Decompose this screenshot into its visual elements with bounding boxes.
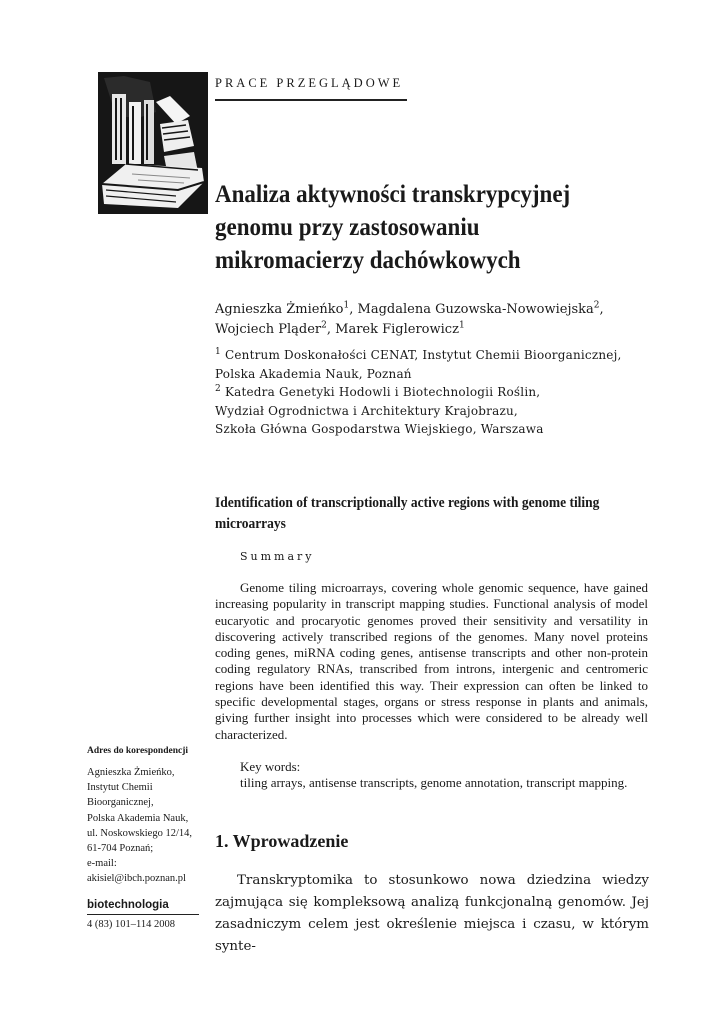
article-title	[215, 178, 620, 277]
keywords-heading: Key words:	[240, 759, 301, 774]
books-icon	[98, 72, 208, 214]
correspondence-line: Agnieszka Żmieńko,	[87, 767, 175, 778]
section-rule	[215, 99, 407, 101]
correspondence-line: 61-704 Poznań;	[87, 843, 154, 855]
author-affiliation-mark: 2	[321, 320, 327, 331]
correspondence-heading: Adres do korespondencji	[87, 746, 188, 756]
english-title: Identification of transcriptionally active regions with genome tiling microarrays	[215, 495, 600, 532]
author-affiliation-mark: 1	[458, 320, 465, 331]
author-name: Magdalena Guzowska-Nowowiejska	[357, 302, 594, 317]
abstract-text: Genome tiling microarrays, covering whole genomic sequence, have gained increasing popularity in transcript mapping studies. Functional analysis of model eucaryotic and procaryotic genomes proved their sensitivity and versatility in discovering actively transcribed regions of the genomes. Many novel proteins coding genes, miRNA coding genes, antisense transcripts and other non-protein coding regulatory RNAs, transcribed from introns, intergenic and centromeric regions have been identified this way. Their expression can often be linked to specific developmental stages, organs or stress response in plants and animals, giving further insight into processes which were considered to be already well characterized.	[215, 580, 648, 742]
correspondence-line: ul. Noskowskiego 12/14,	[87, 827, 192, 839]
section-label: PRACE PRZEGLĄDOWE	[215, 76, 404, 90]
affiliation-line: Polska Akademia Nauk, Poznań	[215, 366, 412, 381]
summary-heading: Summary	[240, 550, 315, 563]
introduction-heading: 1. Wprowadzenie	[215, 831, 349, 851]
keywords-text: tiling arrays, antisense transcripts, genome annotation, transcript mapping.	[240, 775, 628, 790]
correspondence-line: Bioorganicznej,	[87, 797, 154, 809]
correspondence-line: Instytut Chemii	[87, 782, 153, 794]
affiliation-line: $^1$ Centrum Doskonałości CENAT, Instytut Chemii Bioorganicznej,	[215, 347, 622, 362]
author-affiliation-mark: 1	[343, 300, 350, 311]
author-line: Wojciech Pląder$^2$, Marek Figlerowicz$^1$	[215, 320, 465, 337]
journal-rule	[87, 914, 199, 915]
journal-reference: 4 (83) 101–114 2008	[87, 919, 175, 930]
author-affiliation-mark: 2	[593, 300, 600, 311]
journal-name: biotechnologia	[87, 899, 169, 911]
title-line: Analiza aktywności transkrypcyjnej	[215, 181, 571, 208]
introduction-text: Transkryptomika to stosunkowo nowa dziedzina wiedzy zajmująca się kompleksową analizą funkcjonalną genomów. Jej zasadniczym celem jest określenie miejsca i czasu, w którym synte-	[215, 873, 649, 954]
affiliations	[215, 346, 655, 439]
author-name: Marek Figlerowicz	[335, 322, 459, 337]
affiliation-number: 1	[215, 347, 221, 357]
affiliation-number: 2	[215, 384, 221, 394]
correspondence-line: Polska Akademia Nauk,	[87, 812, 189, 824]
affiliation-line: $^2$ Katedra Genetyki Hodowli i Biotechnologii Roślin,	[215, 384, 541, 399]
author-name: Wojciech Pląder	[215, 322, 322, 337]
author-list	[215, 300, 655, 340]
title-line: genomu przy zastosowaniu	[215, 214, 480, 241]
title-line: mikromacierzy dachówkowych	[215, 247, 521, 274]
affiliation-line: Wydział Ogrodnictwa i Architektury Krajobrazu,	[215, 403, 518, 418]
correspondence-line: e-mail:	[87, 858, 117, 870]
author-line: Agnieszka Żmieńko$^1$, Magdalena Guzowska-Nowowiejska$^2$,	[215, 300, 604, 317]
correspondence-email[interactable]: akisiel@ibch.poznan.pl	[87, 873, 186, 885]
author-name: Agnieszka Żmieńko	[215, 302, 344, 317]
correspondence-address	[87, 765, 212, 887]
affiliation-line: Szkoła Główna Gospodarstwa Wiejskiego, Warszawa	[215, 422, 544, 436]
